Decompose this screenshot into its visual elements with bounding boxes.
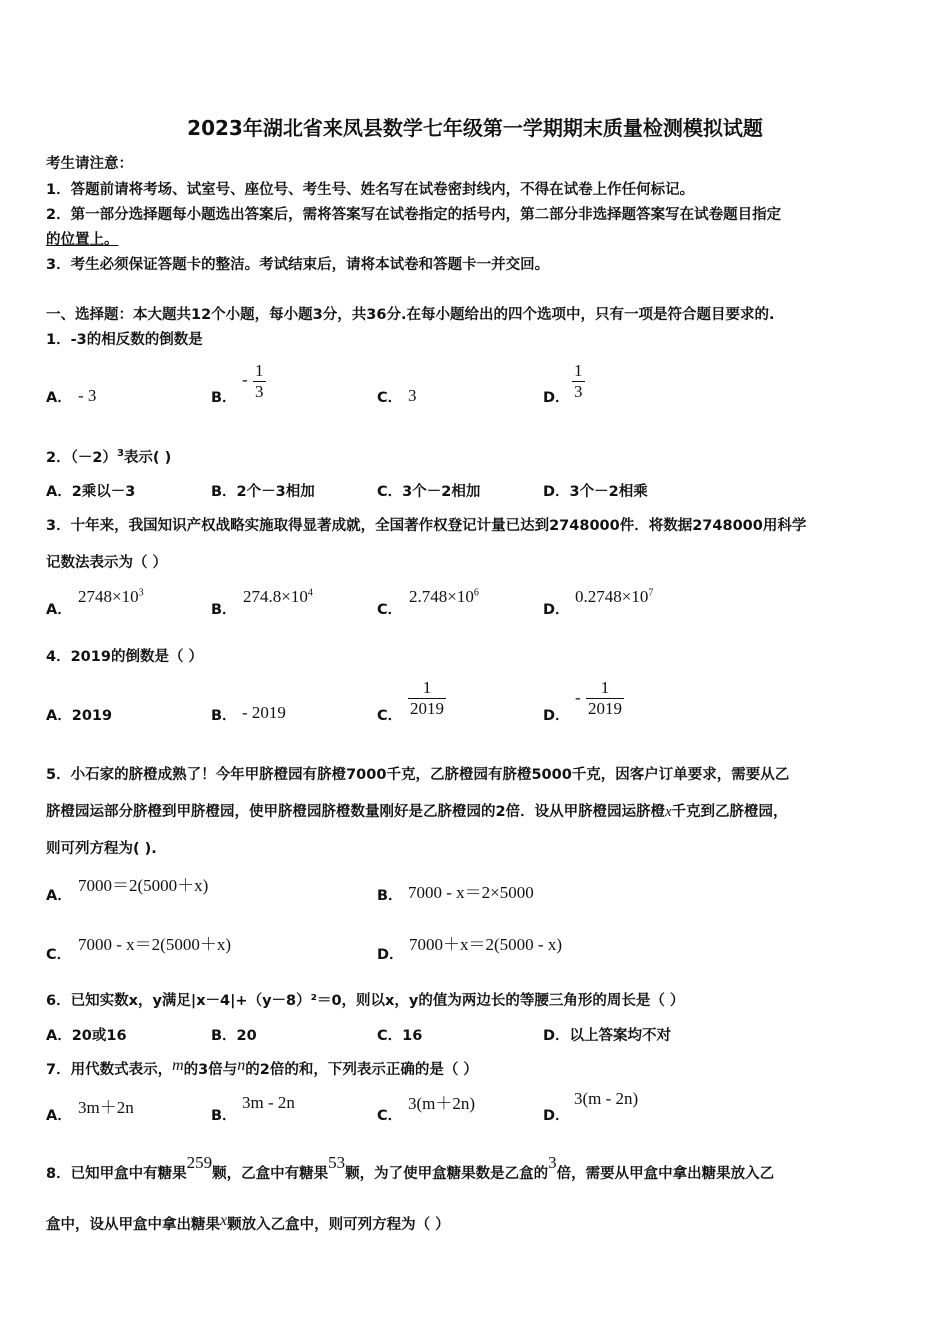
- q3-option-b: [243, 587, 313, 607]
- q7-stem: [46, 1058, 478, 1079]
- q2-option-c: C．3个－2相加: [377, 484, 481, 500]
- q4-stem: 4．2019的倒数是（ ）: [46, 649, 203, 665]
- q3-b-exp: 4: [307, 587, 313, 599]
- q1-b-denominator: 3: [255, 382, 264, 401]
- q3-stem-line-2: 记数法表示为（ ）: [46, 555, 168, 571]
- q3-d-base: 0.2748×10: [575, 587, 649, 606]
- q4-option-a: [46, 704, 112, 725]
- q6-option-a: A．20或16: [46, 1028, 127, 1044]
- q7-option-a: 3m＋2n: [78, 1098, 134, 1117]
- q2-option-d: D．3个－2相乘: [543, 484, 648, 500]
- q5-label-b: B．: [377, 888, 403, 904]
- q8-p3: 颗，为了使甲盒糖果数是乙盒的: [345, 1166, 549, 1182]
- q5-option-b: 7000 - x＝2×5000: [408, 883, 534, 902]
- notice-item-2: 2．第一部分选择题每小题选出答案后，需将答案写在试卷指定的括号内，第二部分非选择题答案写在试卷题目指定: [46, 207, 782, 223]
- q6-option-c: C．16: [377, 1028, 423, 1044]
- q2-exponent: 3: [116, 448, 124, 460]
- q5-stem-line-2: [46, 800, 788, 821]
- notice-heading: 考生请注意：: [46, 156, 133, 172]
- q3-option-c: [409, 587, 479, 607]
- q4-label-d: D．: [543, 708, 570, 724]
- q8-n2: 53: [328, 1153, 346, 1172]
- q7-option-d: 3(m - 2n): [574, 1089, 639, 1108]
- q1-d-numerator: 1: [574, 361, 583, 380]
- q7-var-n: n: [237, 1057, 246, 1074]
- q8-p5: 盒中，设从甲盒中拿出糖果: [46, 1217, 220, 1233]
- q4-c-denominator: 2019: [410, 699, 444, 718]
- q7-stem-mid: 的3倍与: [183, 1062, 238, 1078]
- q5-option-a: 7000＝2(5000＋x): [78, 876, 209, 895]
- q1-label-b: B．: [211, 390, 237, 406]
- q3-label-d: D．: [543, 602, 570, 618]
- q1-option-a: - 3: [78, 386, 97, 405]
- q4-d-numerator: 1: [600, 678, 610, 697]
- q1-label-d: D．: [543, 390, 570, 406]
- q1-b-numerator: 1: [255, 361, 264, 380]
- q5-stem2-post: 千克到乙脐橙园，: [671, 804, 788, 820]
- q8-p1: 8．已知甲盒中有糖果: [46, 1166, 187, 1182]
- q1-stem: 1．-3的相反数的倒数是: [46, 332, 203, 348]
- q1-label-c: C．: [377, 390, 403, 406]
- q2-stem: [46, 446, 171, 467]
- q6-option-d: D．以上答案均不对: [543, 1028, 672, 1044]
- q4-option-b: - 2019: [242, 703, 286, 722]
- q7-label-c: C．: [377, 1108, 403, 1124]
- q7-label-a: A．: [46, 1108, 72, 1124]
- q8-n3: 3: [548, 1153, 557, 1172]
- q1-b-neg: -: [242, 370, 248, 389]
- q4-d-denominator: 2019: [588, 699, 622, 718]
- q5-label-d: D．: [377, 947, 404, 963]
- q3-option-d: [575, 587, 653, 607]
- q7-stem-pre: 7．用代数式表示，: [46, 1062, 173, 1078]
- q4-option-c-fraction: [408, 678, 446, 719]
- q5-label-c: C．: [46, 947, 72, 963]
- q4-a-value: 2019: [71, 708, 113, 724]
- q8-p2: 颗，乙盒中有糖果: [212, 1166, 329, 1182]
- q1-option-d-fraction: [572, 361, 585, 402]
- q5-label-a: A．: [46, 888, 72, 904]
- q3-label-a: A．: [46, 602, 72, 618]
- q4-label-a: A．: [46, 708, 72, 724]
- q7-stem-post: 的2倍的和，下列表示正确的是（ ）: [245, 1062, 478, 1078]
- notice-item-1: 1．答题前请将考场、试室号、座位号、考生号、姓名写在试卷密封线内，不得在试卷上作任何标记。: [46, 182, 695, 198]
- q2-stem-post: 表示( ): [123, 450, 172, 466]
- q6-stem: 6．已知实数x，y满足|x－4|+（y－8）²＝0，则以x，y的值为两边长的等腰三角形的周长是（ ）: [46, 993, 685, 1009]
- q4-label-c: C．: [377, 708, 403, 724]
- q8-stem-line-1: [46, 1153, 775, 1183]
- q2-option-b: B．2个－3相加: [211, 484, 315, 500]
- q1-label-a: A．: [46, 390, 72, 406]
- q5-stem2-pre: 脐橙园运部分脐橙到甲脐橙园，使甲脐橙园脐橙数量刚好是乙脐橙园的2倍．设从甲脐橙园运脐橙: [46, 804, 666, 820]
- q3-d-exp: 7: [648, 587, 654, 599]
- q8-p6: 颗放入乙盒中，则可列方程为（ ）: [227, 1217, 450, 1233]
- q3-a-exp: 3: [138, 587, 144, 599]
- q7-label-d: D．: [543, 1108, 570, 1124]
- q5-option-c: 7000 - x＝2(5000＋x): [78, 935, 231, 954]
- q3-c-exp: 6: [473, 587, 479, 599]
- q5-option-d: 7000＋x＝2(5000 - x): [409, 935, 562, 954]
- q1-option-b-fraction: [253, 361, 266, 402]
- q8-var-x: x: [220, 1212, 228, 1229]
- q3-stem-line-1: 3．十年来，我国知识产权战略实施取得显著成就，全国著作权登记计量已达到2748000件．将数据2748000用科学: [46, 518, 807, 534]
- q7-var-m: m: [172, 1057, 184, 1074]
- q4-d-neg: -: [575, 688, 581, 707]
- q2-stem-pre: 2．（－2）: [46, 450, 117, 466]
- q2-option-a: A．2乘以－3: [46, 484, 136, 500]
- notice-item-2-cont: 的位置上。: [46, 232, 119, 248]
- page-title: 2023年湖北省来凤县数学七年级第一学期期末质量检测模拟试题: [187, 116, 763, 140]
- q5-stem-line-3: 则可列方程为( ).: [46, 841, 157, 857]
- q3-label-b: B．: [211, 602, 237, 618]
- q3-label-c: C．: [377, 602, 403, 618]
- q4-label-b: B．: [211, 708, 237, 724]
- q3-a-base: 2748×10: [78, 587, 139, 606]
- q7-option-c: 3(m＋2n): [408, 1094, 476, 1113]
- q5-stem-line-1: 5．小石家的脐橙成熟了！今年甲脐橙园有脐橙7000千克，乙脐橙园有脐橙5000千克，因客户订单要求，需要从乙: [46, 767, 790, 783]
- notice-item-3: 3．考生必须保证答题卡的整洁。考试结束后，请将本试卷和答题卡一并交回。: [46, 257, 550, 273]
- q7-label-b: B．: [211, 1108, 237, 1124]
- section-heading: 一、选择题：本大题共12个小题，每小题3分，共36分.在每小题给出的四个选项中，只有一项是符合题目要求的.: [46, 307, 775, 323]
- q8-stem-line-2: [46, 1213, 450, 1234]
- q3-option-a: [78, 587, 144, 607]
- q7-option-b: 3m - 2n: [242, 1093, 295, 1112]
- q3-c-base: 2.748×10: [409, 587, 474, 606]
- q8-n1: 259: [186, 1153, 213, 1172]
- q3-b-base: 274.8×10: [243, 587, 308, 606]
- q4-c-numerator: 1: [422, 678, 432, 697]
- q5-var-x: x: [665, 804, 672, 820]
- q1-d-denominator: 3: [574, 382, 583, 401]
- q1-option-c: 3: [408, 386, 417, 405]
- q4-option-d-fraction: [586, 678, 624, 719]
- q6-option-b: B．20: [211, 1028, 257, 1044]
- q8-p4: 倍，需要从甲盒中拿出糖果放入乙: [556, 1166, 775, 1182]
